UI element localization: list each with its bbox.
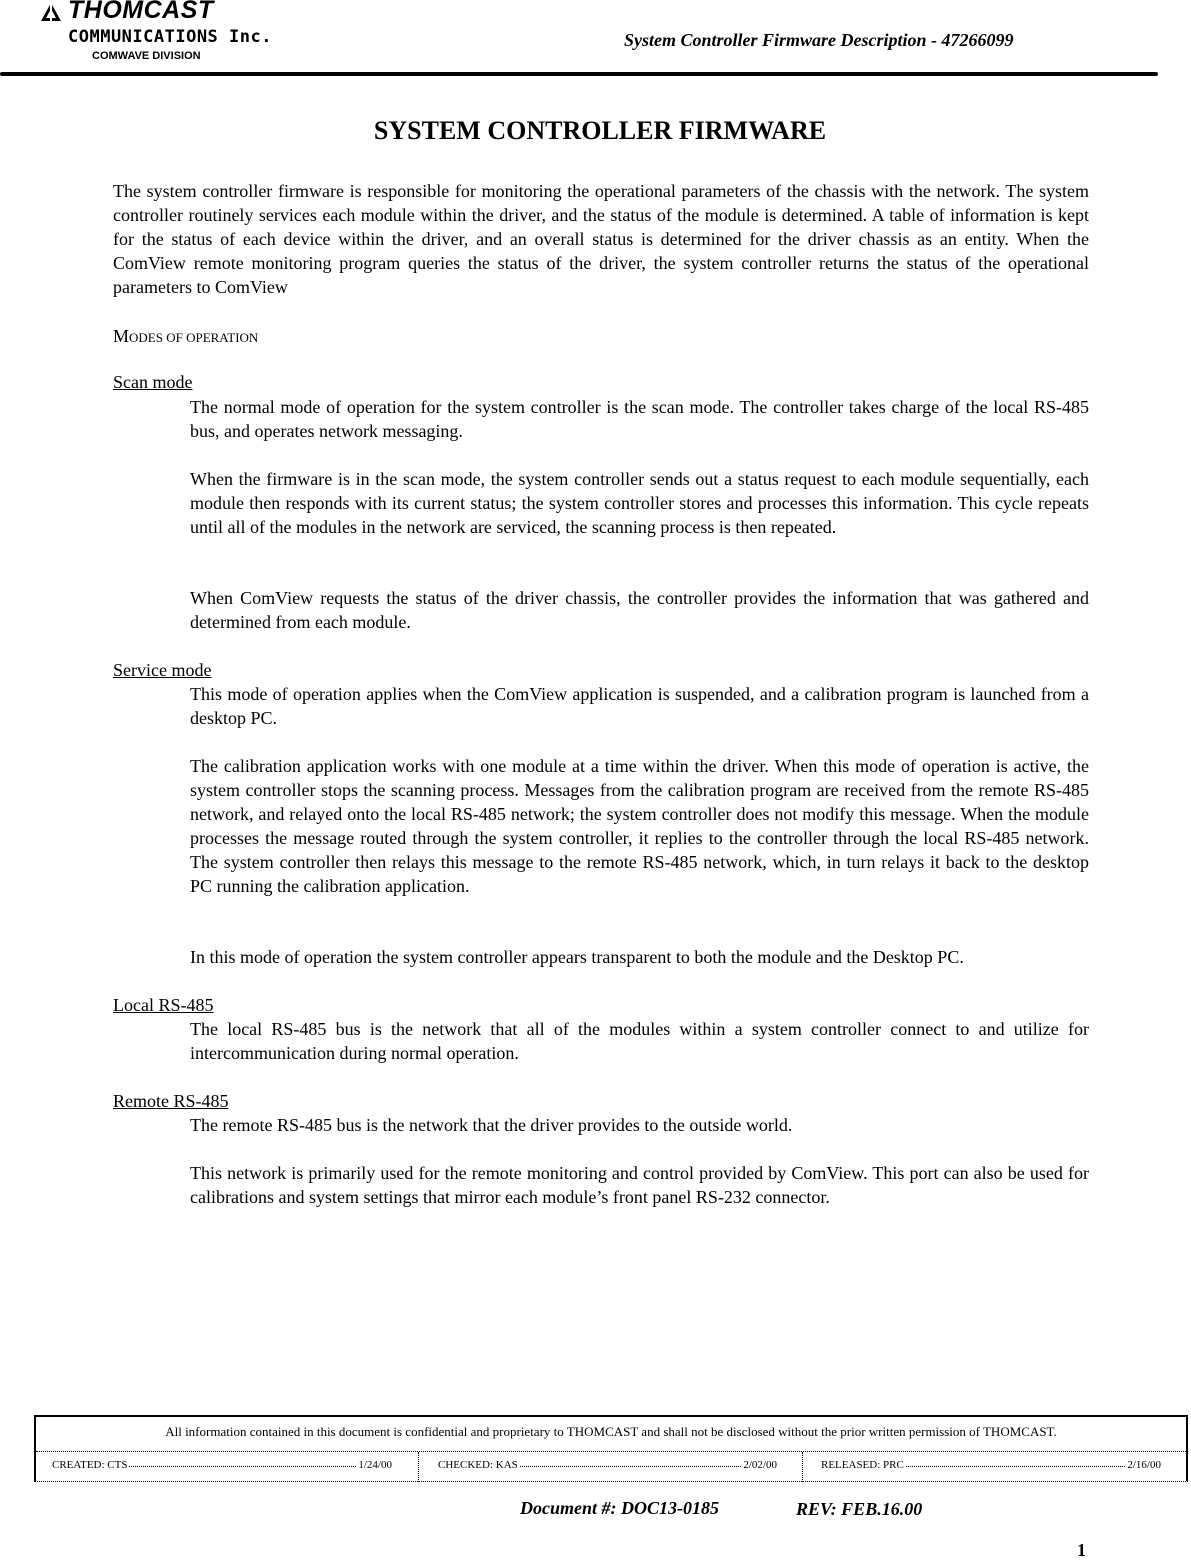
thomcast-logo-icon: [40, 2, 62, 22]
footer-separator: [802, 1452, 803, 1482]
confidentiality-notice: All information contained in this document is confidential and proprietary to THOMCAST and shall not be disclosed without the prior written permission of THOMCAST.: [165, 1424, 1057, 1439]
scan-mode-paragraph-2: When the firmware is in the scan mode, the system controller sends out a status request to each module sequentially, each module then responds with its current status; the system controller stores and processes this information. This cycle repeats until all of the modules in the network are serviced, the scanning process is then repeated.: [190, 469, 1089, 537]
service-mode-heading: Service mode: [113, 660, 212, 680]
scan-mode-paragraph-3: When ComView requests the status of the driver chassis, the controller provides the information that was gathered and determined from each module.: [190, 588, 1089, 632]
scan-mode-heading: Scan mode: [113, 372, 193, 392]
created-signoff: [52, 1459, 392, 1471]
released-leader: [906, 1459, 1126, 1467]
revision: REV: FEB.16.00: [796, 1499, 923, 1519]
local-rs485-paragraph: The local RS-485 bus is the network that all of the modules within a system controller connect to and utilize for intercommunication during normal operation.: [190, 1019, 1089, 1063]
released-label: RELEASED: PRC: [821, 1459, 904, 1471]
footer-divider: [36, 1451, 1188, 1452]
checked-leader: [520, 1459, 742, 1467]
checked-date: 2/02/00: [743, 1459, 777, 1471]
remote-rs485-heading: Remote RS-485: [113, 1091, 229, 1111]
checked-signoff: [438, 1459, 777, 1471]
service-mode-paragraph-3: In this mode of operation the system controller appears transparent to both the module and the Desktop PC.: [190, 947, 964, 967]
released-signoff: [821, 1459, 1161, 1471]
division-name: COMWAVE DIVISION: [92, 50, 201, 62]
created-label: CREATED: CTS: [52, 1459, 128, 1471]
header-rule: [0, 72, 1158, 76]
scan-mode-paragraph-1: The normal mode of operation for the system controller is the scan mode. The controller takes charge of the local RS-485 bus, and operates network messaging.: [190, 397, 1089, 441]
company-subtitle: COMMUNICATIONS Inc.: [68, 27, 272, 47]
remote-rs485-paragraph-2: This network is primarily used for the remote monitoring and control provided by ComView. This port can also be used for calibrations and system settings that mirror each module’s front panel RS-232 connector.: [190, 1163, 1089, 1207]
released-date: 2/16/00: [1127, 1459, 1161, 1471]
created-date: 1/24/00: [358, 1459, 392, 1471]
service-mode-paragraph-2: The calibration application works with one module at a time within the driver. When this mode of operation is active, the system controller stops the scanning process. Messages from the calibration program are received from the remote RS-485 network, and relayed onto the local RS-485 network; the system controller does not modify this message. When the module processes the message routed through the system controller, it replies to the controller through the local RS-485 network. The system controller then relays this message to the remote RS-485 network, which, in turn relays it back to the desktop PC running the calibration application.: [190, 756, 1089, 896]
company-name: THOMCAST: [68, 0, 214, 24]
intro-paragraph: The system controller firmware is responsible for monitoring the operational parameters of the chassis with the network. The system controller routinely services each module within the driver, and the status of the module is determined. A table of information is kept for the status of each device within the driver, and an overall status is determined for the driver chassis as an entity. When the ComView remote monitoring program queries the status of the driver, the system controller returns the status of the operational parameters to ComView: [113, 181, 1089, 297]
footer-separator: [418, 1452, 419, 1482]
page-title: SYSTEM CONTROLLER FIRMWARE: [373, 116, 827, 145]
document-number: Document #: DOC13-0185: [520, 1498, 719, 1518]
local-rs485-heading: Local RS-485: [113, 995, 214, 1015]
modes-heading-initial: M: [113, 326, 130, 346]
remote-rs485-paragraph-1: The remote RS-485 bus is the network that the driver provides to the outside world.: [190, 1115, 793, 1135]
modes-heading: [113, 324, 258, 350]
modes-heading-rest: ODES OF OPERATION: [129, 330, 259, 345]
checked-label: CHECKED: KAS: [438, 1459, 518, 1471]
page-number: 1: [1077, 1540, 1086, 1560]
created-leader: [129, 1459, 356, 1467]
document-header-title: System Controller Firmware Description - 47266099: [624, 30, 1014, 50]
service-mode-paragraph-1: This mode of operation applies when the ComView application is suspended, and a calibration program is launched from a desktop PC.: [190, 684, 1089, 728]
